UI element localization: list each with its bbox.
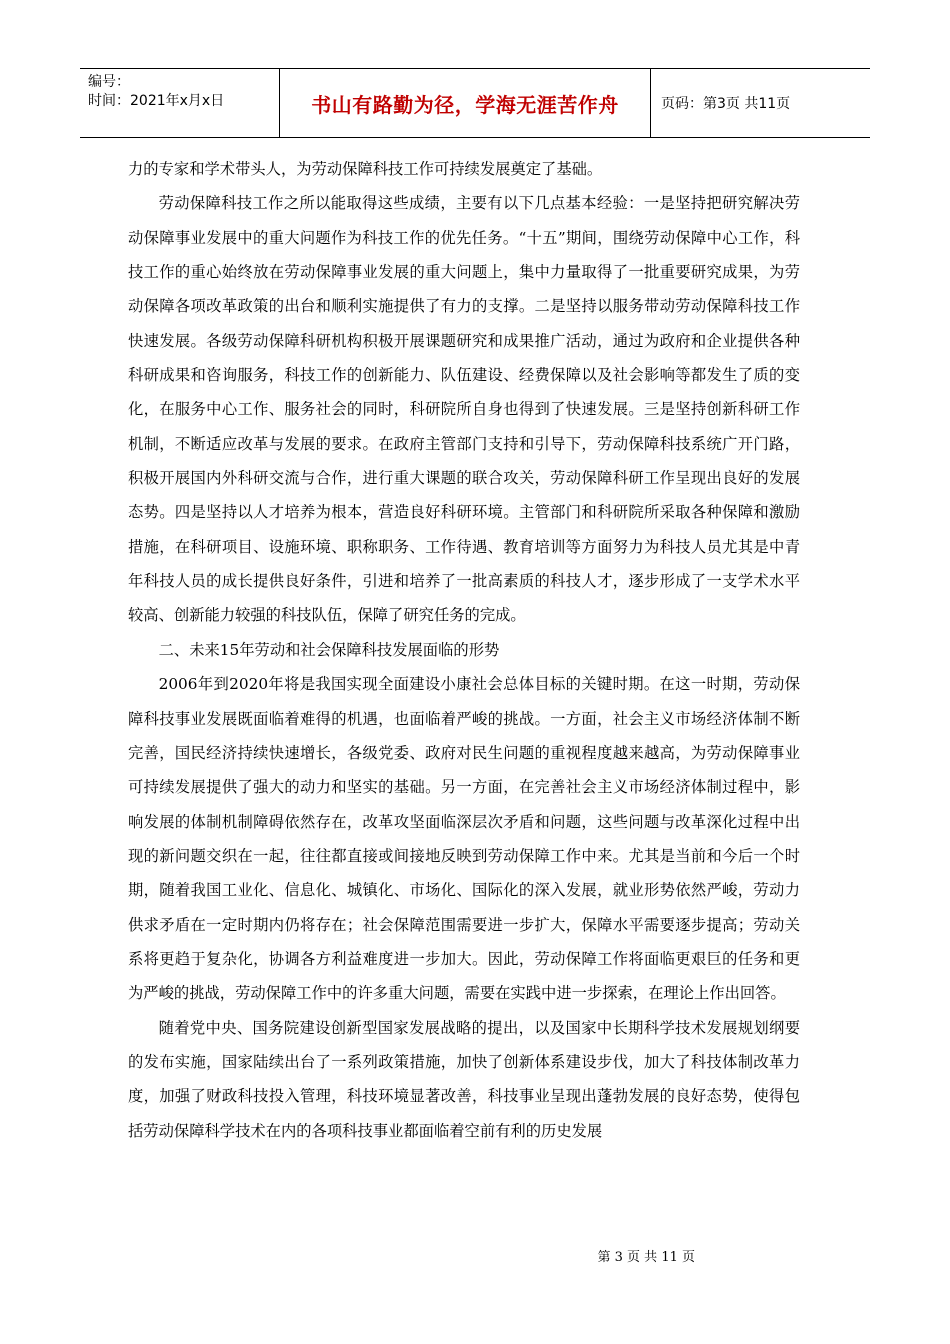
page-footer (0, 1246, 950, 1265)
section-heading: 二、未来15年劳动和社会保障科技发展面临的形势 (158, 640, 500, 659)
document-body (128, 152, 800, 1148)
footer-page-number: 第 3 页 共 11 页 (597, 1250, 695, 1265)
document-date-label: 时间：2021年x月x日 (88, 93, 225, 109)
paragraph-situation: 2006年到2020年将是我国实现全面建设小康社会总体目标的关键时期。在这一时期，劳动保障科技事业发展既面临着难得的机遇，也面临着严峻的挑战。一方面，社会主义市场经济体制不断完善，国民经济持续快速增长，各级党委、政府对民生问题的重视程度越来越高，为劳动保障事业可持续发展提供了强大的动力和坚实的基础。另一方面，在完善社会主义市场经济体制过程中，影响发展的体制机制障碍依然存在，改革攻坚面临深层次矛盾和问题，这些问题与改革深化过程中出现的新问题交织在一起，往往都直接或间接地反映到劳动保障工作中来。尤其是当前和今后一个时期，随着我国工业化、信息化、城镇化、市场化、国际化的深入发展，就业形势依然严峻，劳动力供求矛盾在一定时期内仍将存在；社会保障范围需要进一步扩大，保障水平需要逐步提高；劳动关系将更趋于复杂化，协调各方利益难度进一步加大。因此，劳动保障工作将面临更艰巨的任务和更为严峻的挑战，劳动保障工作中的许多重大问题，需要在实践中进一步探索，在理论上作出回答。 (128, 675, 800, 1003)
page-header (80, 68, 870, 138)
paragraph-experience: 劳动保障科技工作之所以能取得这些成绩，主要有以下几点基本经验：一是坚持把研究解决劳动保障事业发展中的重大问题作为科技工作的优先任务。“十五”期间，围绕劳动保障中心工作，科技工作的重心始终放在劳动保障事业发展的重大问题上，集中力量取得了一批重要研究成果，为劳动保障各项改革政策的出台和顺利实施提供了有力的支撑。二是坚持以服务带动劳动保障科技工作快速发展。各级劳动保障科研机构积极开展课题研究和成果推广活动，通过为政府和企业提供各种科研成果和咨询服务，科技工作的创新能力、队伍建设、经费保障以及社会影响等都发生了质的变化，在服务中心工作、服务社会的同时，科研院所自身也得到了快速发展。三是坚持创新科研工作机制，不断适应改革与发展的要求。在政府主管部门支持和引导下，劳动保障科技系统广开门路，积极开展国内外科研交流与合作，进行重大课题的联合攻关，劳动保障科研工作呈现出良好的发展态势。四是坚持以人才培养为根本，营造良好科研环境。主管部门和科研院所采取各种保障和激励措施，在科研项目、设施环境、职称职务、工作待遇、教育培训等方面努力为科技人员尤其是中青年科技人员的成长提供良好条件，引进和培养了一批高素质的科技人才，逐步形成了一支学术水平较高、创新能力较强的科技队伍，保障了研究任务的完成。 (128, 194, 800, 625)
header-page-label: 页码：第3页 共11页 (661, 96, 791, 112)
paragraph-continued: 力的专家和学术带头人，为劳动保障科技工作可持续发展奠定了基础。 (128, 160, 603, 178)
paragraph-innovation: 随着党中央、国务院建设创新型国家发展战略的提出，以及国家中长期科学技术发展规划纲要的发布实施，国家陆续出台了一系列政策措施，加快了创新体系建设步伐，加大了科技体制改革力度，加强了财政科技投入管理，科技环境显著改善，科技事业呈现出蓬勃发展的良好态势，使得包括劳动保障科学技术在内的各项科技事业都面临着空前有利的历史发展 (128, 1018, 800, 1140)
document-number-label: 编号： (88, 74, 130, 90)
header-motto: 书山有路勤为径，学海无涯苦作舟 (280, 69, 651, 137)
header-meta (80, 69, 280, 137)
